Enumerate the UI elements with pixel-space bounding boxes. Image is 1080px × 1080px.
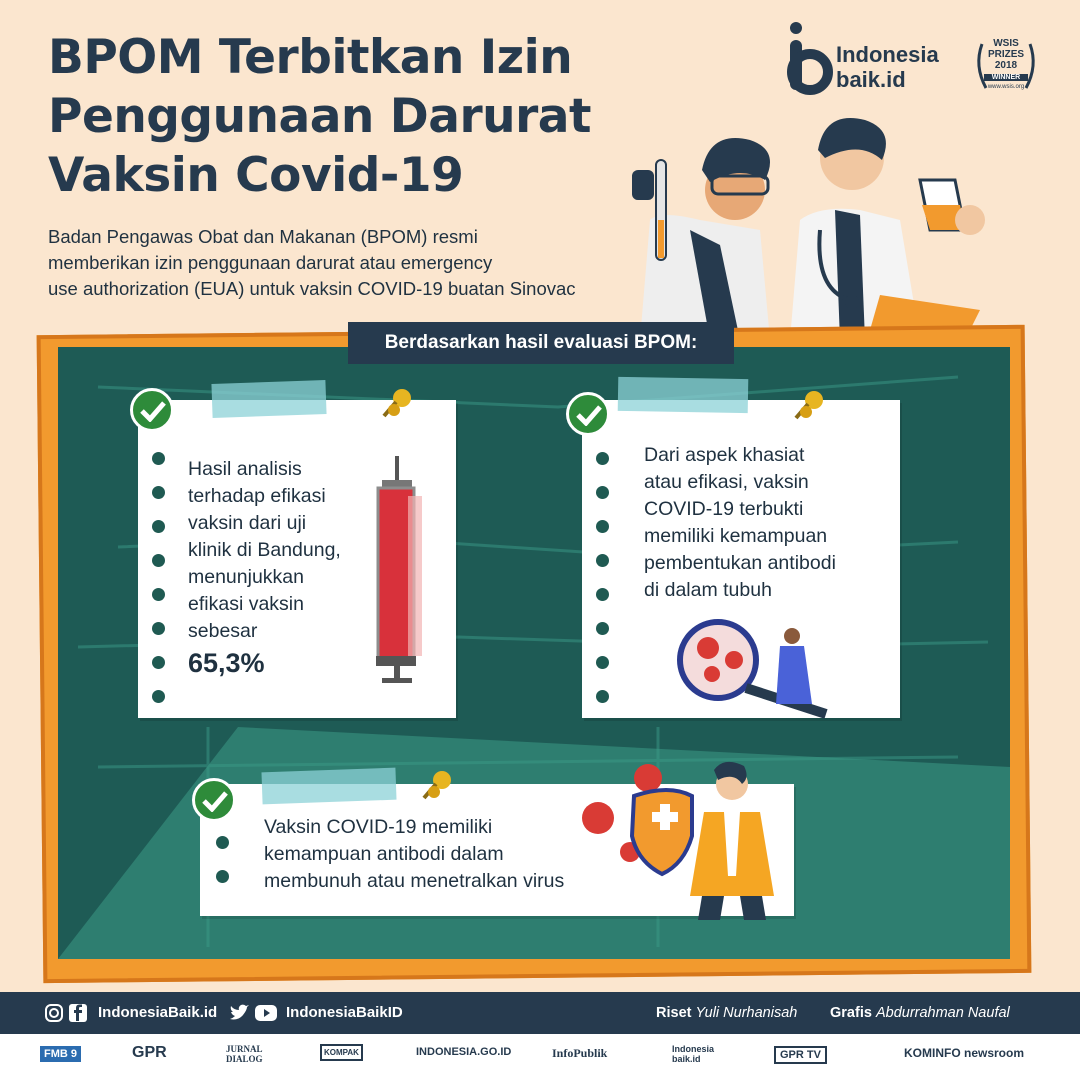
tape-strip <box>618 377 749 413</box>
award-line-4: WINNER <box>984 74 1028 81</box>
award-line-1: WSIS <box>993 38 1019 49</box>
intro-paragraph <box>48 224 658 302</box>
card3-line-1: Vaksin COVID-19 memiliki <box>264 816 493 838</box>
evaluation-card-efficacy <box>138 400 456 718</box>
partner-logo-jurnal-dialog: JURNAL DIALOG <box>226 1044 263 1064</box>
social-handle-2[interactable]: IndonesiaBaikID <box>286 1004 403 1021</box>
check-icon <box>192 778 236 822</box>
indonesiabaik-logo <box>786 20 966 98</box>
wsis-award-badge <box>972 36 1040 100</box>
twitter-icon[interactable] <box>228 1003 250 1023</box>
shield-doctor-illustration <box>574 756 784 920</box>
card2-text <box>644 442 836 604</box>
title-line-3: Vaksin Covid-19 <box>48 148 464 203</box>
scientists-illustration <box>620 110 1000 340</box>
page-title <box>48 28 688 205</box>
magnifier-virus-illustration <box>676 612 866 722</box>
grafis-name: Abdurrahman Naufal <box>875 1005 1010 1021</box>
title-line-2: Penggunaan Darurat <box>48 89 591 144</box>
partner-logo-indonesia-go-id: INDONESIA.GO.ID <box>416 1046 512 1058</box>
award-line-2: PRIZES <box>987 49 1025 60</box>
card1-line-3: vaksin dari uji <box>188 512 307 534</box>
partner-logo-kominfo-newsroom: KOMINFO newsroom <box>904 1046 1025 1060</box>
brand-line-1: Indonesia <box>836 42 939 67</box>
pushpin-icon <box>418 768 458 808</box>
brand-b-icon <box>786 20 834 98</box>
partner-logo-fmb9: FMB 9 <box>40 1046 81 1062</box>
evaluation-label: Berdasarkan hasil evaluasi BPOM: <box>348 322 734 364</box>
intro-line-1: Badan Pengawas Obat dan Makanan (BPOM) resmi <box>48 226 478 247</box>
card3-line-2: kemampuan antibodi dalam <box>264 843 504 865</box>
card2-line-3: COVID-19 terbukti <box>644 498 804 520</box>
card3-text <box>264 814 564 895</box>
card2-line-4: memiliki kemampuan <box>644 525 828 547</box>
riset-name: Yuli Nurhanisah <box>695 1005 798 1021</box>
card2-line-2: atau efikasi, vaksin <box>644 471 809 493</box>
partner-logo-gpr-tv: GPR TV <box>774 1046 827 1064</box>
check-icon <box>130 388 174 432</box>
graphic-credit <box>830 992 1010 1034</box>
card2-line-1: Dari aspek khasiat <box>644 444 805 466</box>
evaluation-card-antibody <box>582 400 900 718</box>
youtube-icon[interactable] <box>254 1003 278 1023</box>
card1-line-5: menunjukkan <box>188 566 304 588</box>
tape-strip <box>211 380 326 418</box>
card1-line-2: terhadap efikasi <box>188 485 326 507</box>
partner-logo-kompak: KOMPAK <box>320 1044 363 1061</box>
binder-holes <box>152 452 165 724</box>
intro-line-3: use authorization (EUA) untuk vaksin COVID-19 buatan Sinovac <box>48 278 576 299</box>
partner-logo-indonesiabaik: Indonesia baik.id <box>672 1044 715 1064</box>
syringe-icon <box>368 456 428 688</box>
card1-line-1: Hasil analisis <box>188 458 302 480</box>
social-handle-1[interactable]: IndonesiaBaik.id <box>98 1004 218 1021</box>
instagram-icon[interactable] <box>44 1003 64 1023</box>
check-icon <box>566 392 610 436</box>
card1-line-6: efikasi vaksin <box>188 593 304 615</box>
footer-bar <box>0 992 1080 1034</box>
card1-line-4: klinik di Bandung, <box>188 539 341 561</box>
card2-line-6: di dalam tubuh <box>644 579 772 601</box>
pushpin-icon <box>378 386 418 426</box>
title-line-1: BPOM Terbitkan Izin <box>48 30 573 85</box>
partner-logos <box>0 1034 1080 1080</box>
card1-line-7: sebesar <box>188 620 258 642</box>
research-credit <box>656 992 797 1034</box>
efficacy-value: 65,3% <box>188 648 265 678</box>
award-line-3: 2018 <box>994 60 1018 71</box>
award-line-5: www.wsis.org <box>987 84 1025 90</box>
partner-logo-gpr: GPR <box>132 1044 167 1061</box>
card2-line-5: pembentukan antibodi <box>644 552 836 574</box>
facebook-icon[interactable] <box>68 1003 88 1023</box>
card3-line-3: membunuh atau menetralkan virus <box>264 870 565 892</box>
grafis-label: Grafis <box>830 1005 872 1021</box>
intro-line-2: memberikan izin penggunaan darurat atau emergency <box>48 252 493 273</box>
binder-holes <box>216 836 229 904</box>
pushpin-icon <box>790 388 830 428</box>
partner-logo-infopublik: InfoPublik <box>552 1046 608 1060</box>
binder-holes <box>596 452 609 724</box>
riset-label: Riset <box>656 1005 692 1021</box>
brand-line-2: baik.id <box>836 67 906 92</box>
card1-text <box>188 456 341 681</box>
tape-strip <box>261 768 396 805</box>
